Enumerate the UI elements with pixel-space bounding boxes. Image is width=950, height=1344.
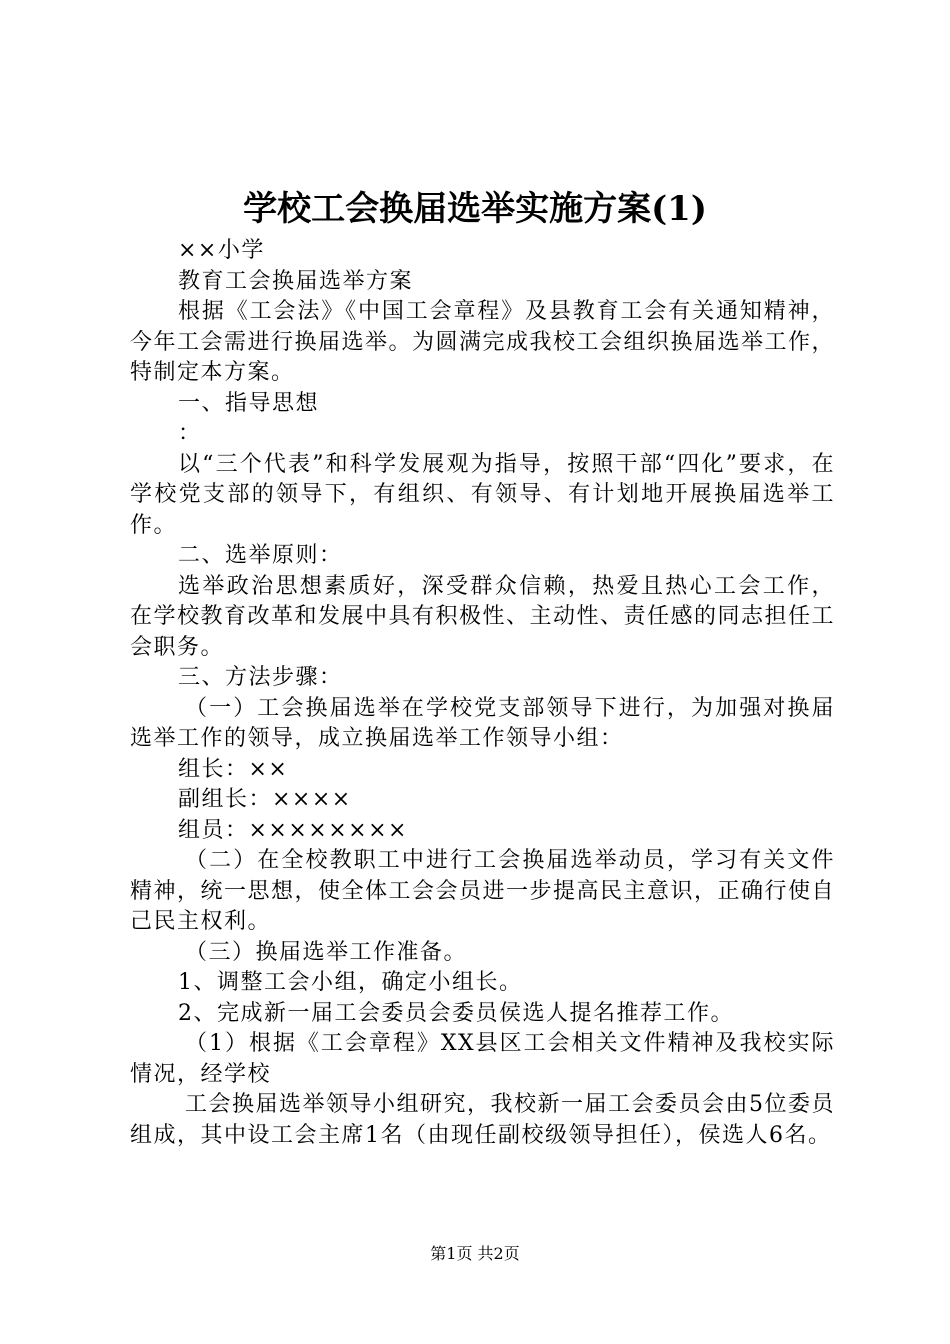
paragraph-plan-name: 教育工会换届选举方案	[178, 268, 414, 294]
paragraph-intro: 根据《工会法》《中国工会章程》及县教育工会有关通知精神，今年工会需进行换届选举。为圆满完成我校工会组织换届选举工作，特制定本方案。	[130, 299, 836, 385]
paragraph-guiding-ideology: 以“三个代表”和科学发展观为指导，按照干部“四化”要求，在学校党支部的领导下，有组织、有领导、有计划地开展换届选举工作。	[130, 451, 835, 538]
paragraph-group-leader: 组长：××	[178, 756, 289, 782]
heading-election-principles: 二、选举原则：	[178, 543, 343, 568]
document-body	[130, 236, 835, 1151]
paragraph-election-principles: 选举政治思想素质好，深受群众信赖，热爱且热心工会工作，在学校教育改革和发展中具有积极性、主动性、责任感的同志担任工会职务。	[130, 573, 836, 660]
paragraph-deputy-leader: 副组长：××××	[178, 787, 352, 812]
paragraph-group-members: 组员：××××××××	[178, 817, 408, 843]
document-title: 学校工会换届选举实施方案(1)	[243, 189, 707, 229]
paragraph-step-three: （三）换届选举工作准备。	[185, 939, 468, 965]
paragraph-item-two: 2、完成新一届工会委员会委员侯选人提名推荐工作。	[178, 1000, 734, 1026]
paragraph-item-one: 1、调整工会小组，确定小组长。	[178, 970, 523, 995]
paragraph-school-name: ××小学	[178, 238, 265, 263]
paragraph-step-one: （一）工会换届选举在学校党支部领导下进行，为加强对换届选举工作的领导，成立换届选举工作领导小组：	[130, 695, 835, 751]
paragraph-colon: ：	[178, 421, 202, 446]
heading-guiding-ideology: 一、指导思想	[178, 390, 320, 416]
paragraph-step-two: （二）在全校教职工中进行工会换届选举动员，学习有关文件精神，统一思想，使全体工会会员进一步提高民主意识，正确行使自己民主权利。	[130, 848, 836, 934]
page-footer: 第1页 共2页	[430, 1244, 520, 1263]
paragraph-sub-item-one: （1）根据《工会章程》XX县区工会相关文件精神及我校实际情况，经学校	[130, 1031, 835, 1087]
paragraph-committee-composition: 工会换届选举领导小组研究，我校新一届工会委员会由5位委员组成，其中设工会主席1名（由现任副校级领导担任），侯选人6名。	[130, 1092, 835, 1148]
heading-method-steps: 三、方法步骤：	[178, 665, 343, 690]
